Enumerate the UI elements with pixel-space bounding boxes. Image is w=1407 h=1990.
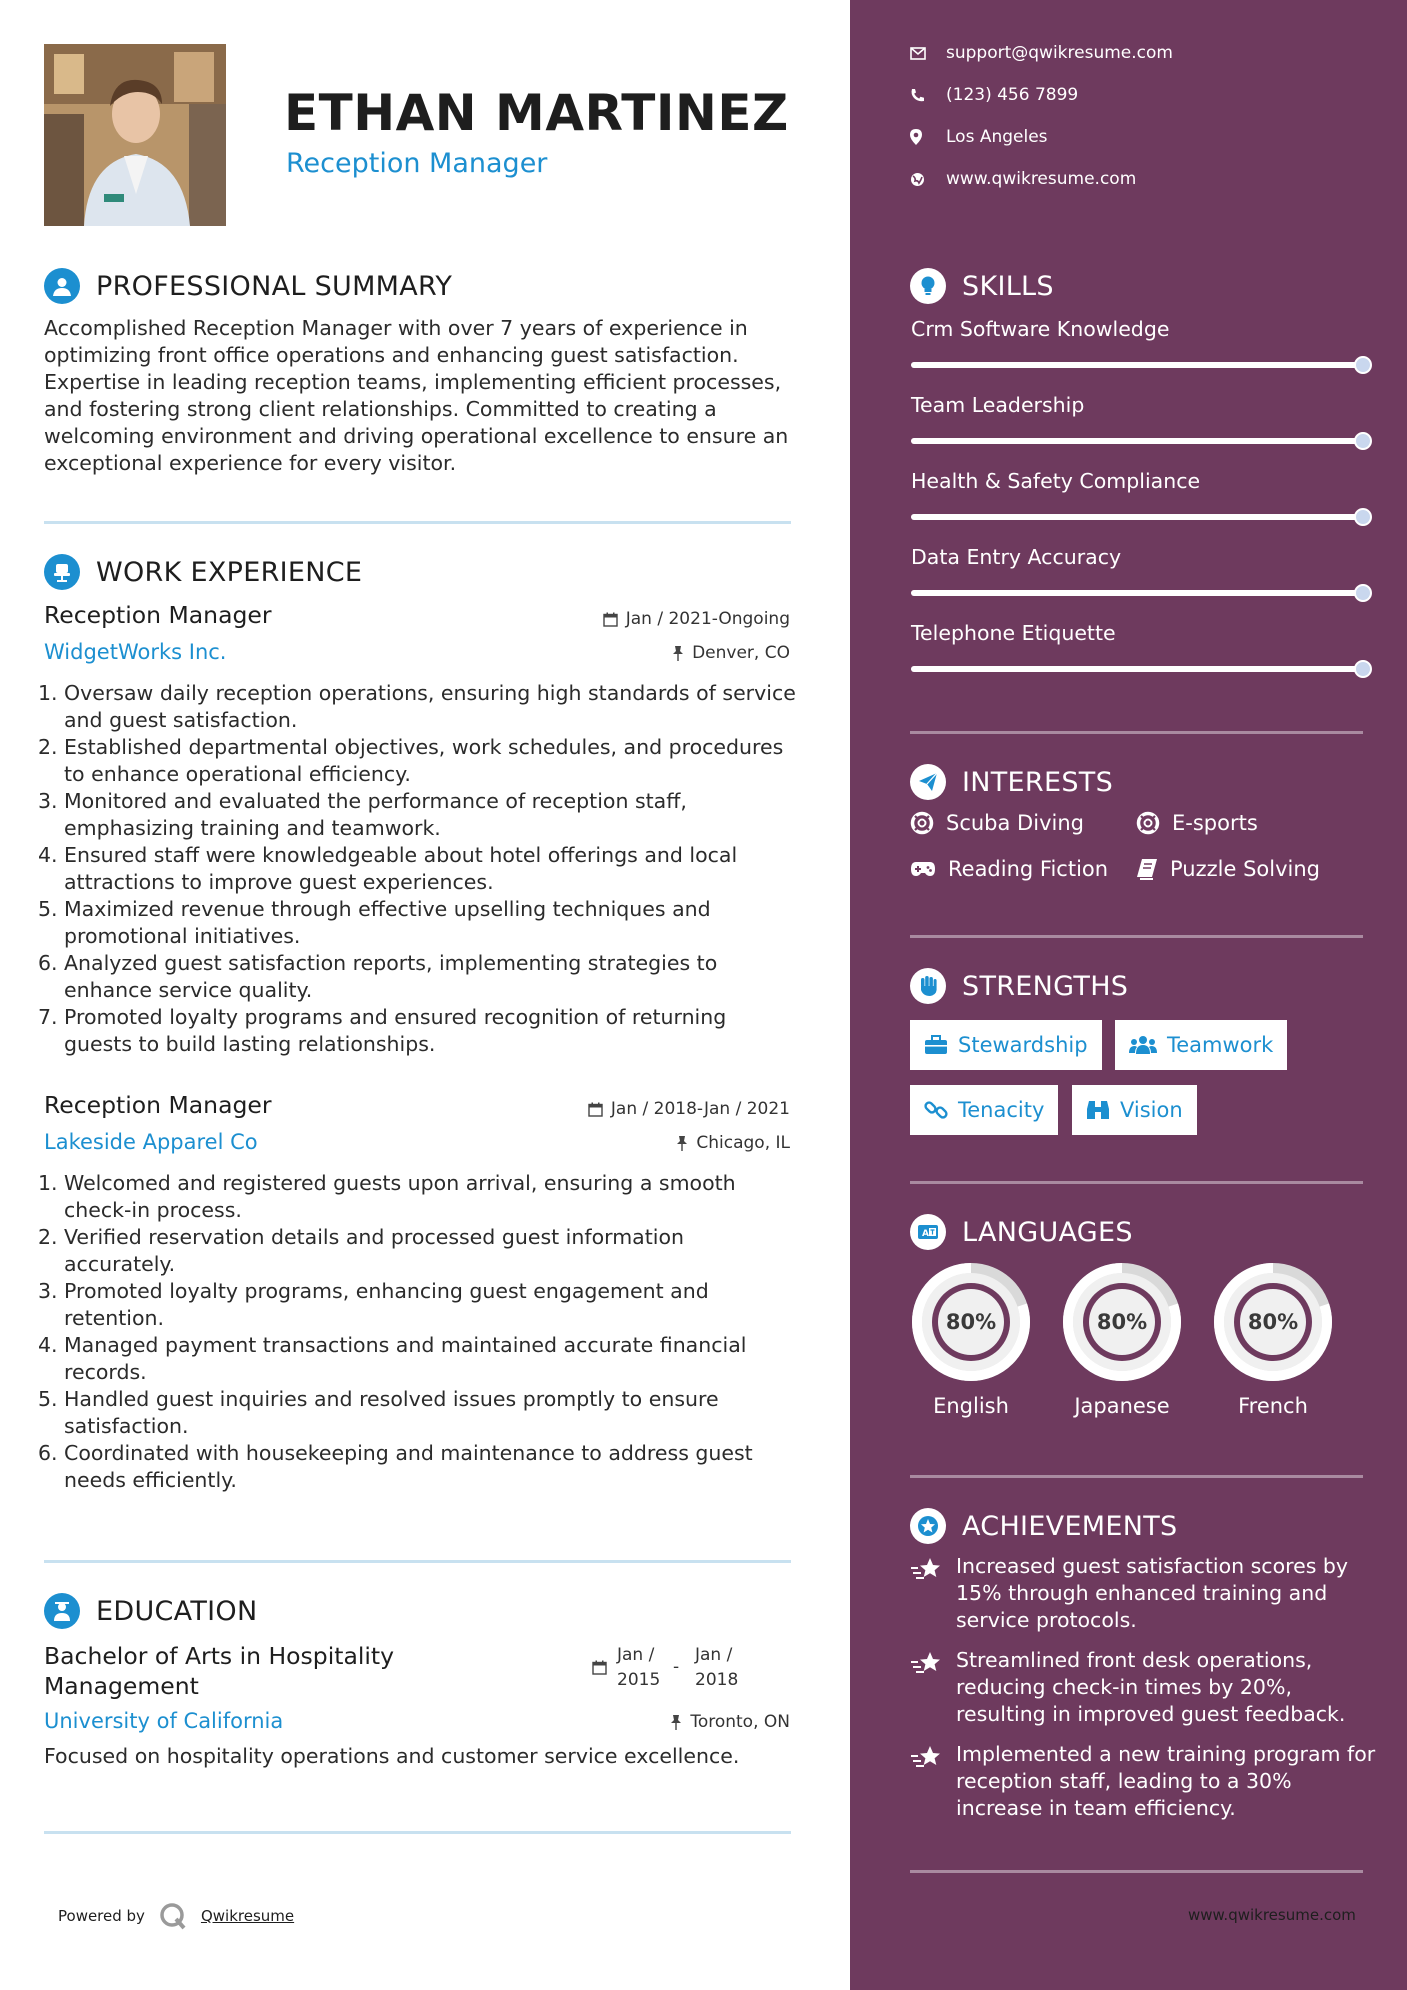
interest-item — [1136, 811, 1258, 835]
qwikresume-link[interactable]: Qwikresume — [200, 1907, 295, 1925]
contact-phone[interactable] — [910, 85, 1078, 105]
section-divider — [910, 935, 1363, 938]
calendar-icon — [592, 1660, 607, 1675]
interest-item — [910, 811, 1084, 835]
envelope-icon — [910, 47, 926, 60]
education-heading — [44, 1592, 257, 1630]
section-divider — [910, 731, 1363, 734]
interest-label: Reading Fiction — [948, 857, 1109, 881]
skill-bar-knob — [1354, 660, 1372, 678]
powered-by-label: Powered by — [58, 1907, 145, 1925]
strength-tag — [910, 1085, 1058, 1135]
job-bullets — [38, 1170, 798, 1494]
pin-icon — [672, 645, 684, 661]
skills-title: SKILLS — [962, 270, 1054, 302]
job-location-text: Chicago, IL — [696, 1133, 790, 1153]
section-divider — [910, 1870, 1363, 1873]
language-name: English — [933, 1394, 1009, 1418]
summary-text: Accomplished Reception Manager with over 7 years of experience in optimizing front office operations and enhancing guest satisfaction. Expertise in leading reception teams, implementing efficient processes, and fostering strong client relationships. Committed to creating a welcoming environment and driving operational excellence to ensure an exceptional experience for every visitor. — [44, 316, 789, 475]
skill-bar-fill — [911, 666, 1363, 672]
list-item: 1. Oversaw daily reception operations, ensuring high standards of service and guest satisfaction. — [38, 681, 796, 732]
language-name: French — [1238, 1394, 1308, 1418]
candidate-title: Reception Manager — [286, 148, 548, 179]
achievement-item — [910, 1741, 1380, 1822]
skill-name: Telephone Etiquette — [911, 621, 1116, 645]
language-name: Japanese — [1074, 1394, 1170, 1418]
skill-bar — [911, 666, 1363, 672]
company-name: WidgetWorks Inc. — [44, 640, 227, 664]
degree-name: Bachelor of Arts in Hospitality Management — [44, 1642, 395, 1700]
achievement-item — [910, 1553, 1380, 1634]
job-dates — [588, 1099, 790, 1119]
skill-bar-fill — [911, 362, 1363, 368]
list-item: 2. Verified reservation details and processed guest information accurately. — [38, 1225, 684, 1276]
education-dates: Jan / 2015 - Jan / 2018 — [592, 1643, 751, 1693]
skill-name: Crm Software Knowledge — [911, 317, 1170, 341]
job-dates-text: Jan / 2018-Jan / 2021 — [610, 1099, 790, 1119]
section-divider — [44, 521, 791, 524]
skill-bar — [911, 438, 1363, 444]
skill-name: Team Leadership — [911, 393, 1085, 417]
education-description: Focused on hospitality operations and customer service excellence. — [44, 1744, 740, 1768]
list-item: 1. Welcomed and registered guests upon arrival, ensuring a smooth check-in process. — [38, 1171, 736, 1222]
svg-text:A: A — [922, 1229, 929, 1239]
job-title: Reception Manager — [44, 601, 272, 629]
list-item: 7. Promoted loyalty programs and ensured recognition of returning guests to build lasting relationships. — [38, 1005, 727, 1056]
language-item — [1060, 1260, 1184, 1418]
powered-by — [58, 1902, 294, 1930]
skill-bar — [911, 362, 1363, 368]
school-name: University of California — [44, 1709, 284, 1733]
summary-heading — [44, 267, 452, 305]
achievement-text: Implemented a new training program for reception staff, leading to a 30% increase in team efficiency. — [956, 1742, 1376, 1820]
phone-text: (123) 456 7899 — [946, 85, 1079, 105]
skill-bar — [911, 590, 1363, 596]
gamepad-icon — [910, 860, 936, 878]
pin-icon — [670, 1714, 682, 1730]
list-item: 5. Handled guest inquiries and resolved issues promptly to ensure satisfaction. — [38, 1387, 719, 1438]
achievements-title: ACHIEVEMENTS — [962, 1510, 1178, 1542]
skill-name: Data Entry Accuracy — [911, 545, 1122, 569]
interest-label: Scuba Diving — [946, 811, 1084, 835]
graduate-icon — [44, 1593, 80, 1629]
users-icon — [1129, 1035, 1157, 1055]
star-badge-icon — [910, 1508, 946, 1544]
strength-label: Teamwork — [1167, 1033, 1274, 1057]
job-location-text: Denver, CO — [692, 643, 790, 663]
list-item: 6. Coordinated with housekeeping and maintenance to address guest needs efficiently. — [38, 1441, 753, 1492]
book-icon — [1136, 858, 1158, 880]
interest-label: E-sports — [1172, 811, 1258, 835]
pin-icon — [676, 1135, 688, 1151]
strength-tag — [1115, 1020, 1287, 1070]
interests-title: INTERESTS — [962, 766, 1114, 798]
strength-label: Stewardship — [958, 1033, 1088, 1057]
language-percent: 80% — [1096, 1310, 1148, 1334]
skills-heading — [910, 267, 1054, 305]
job-dates — [603, 609, 790, 629]
strength-label: Vision — [1120, 1098, 1183, 1122]
section-divider — [910, 1475, 1363, 1478]
profile-photo — [44, 44, 226, 226]
chair-icon — [44, 554, 80, 590]
achievement-item — [910, 1647, 1380, 1728]
lightbulb-icon — [910, 268, 946, 304]
section-divider — [44, 1831, 791, 1834]
list-item: 4. Managed payment transactions and maintained accurate financial records. — [38, 1333, 747, 1384]
section-divider — [44, 1560, 791, 1563]
link-icon — [924, 1098, 948, 1122]
job-title: Reception Manager — [44, 1091, 272, 1119]
contact-location — [910, 127, 1048, 147]
globe-icon — [910, 172, 925, 187]
skill-bar-knob — [1354, 584, 1372, 602]
achievements-heading — [910, 1507, 1178, 1545]
education-title: EDUCATION — [96, 1595, 258, 1627]
lifebuoy-icon — [1136, 811, 1160, 835]
list-item: 3. Monitored and evaluated the performance of reception staff, emphasizing training and teamwork. — [38, 789, 687, 840]
company-name: Lakeside Apparel Co — [44, 1130, 258, 1154]
briefcase-icon — [924, 1035, 948, 1055]
job-dates-text: Jan / 2021-Ongoing — [625, 609, 790, 629]
website-text: www.qwikresume.com — [946, 169, 1137, 189]
qwikresume-logo-icon — [159, 1902, 187, 1930]
list-item: 4. Ensured staff were knowledgeable about hotel offerings and local attractions to improve guest experiences. — [38, 843, 738, 894]
user-icon — [44, 268, 80, 304]
experience-heading — [44, 553, 362, 591]
experience-title: WORK EXPERIENCE — [96, 556, 363, 588]
skill-bar-fill — [911, 590, 1363, 596]
strength-tag — [910, 1020, 1102, 1070]
skill-name: Health & Safety Compliance — [911, 469, 1201, 493]
strength-tag — [1072, 1085, 1197, 1135]
language-percent: 80% — [1247, 1310, 1299, 1334]
interest-item — [910, 857, 1108, 881]
education-location — [670, 1712, 790, 1732]
skill-bar-fill — [911, 514, 1363, 520]
sidebar — [850, 0, 1407, 1990]
calendar-icon — [588, 1102, 603, 1117]
shooting-star-icon — [910, 1647, 956, 1728]
interest-item — [1136, 857, 1320, 881]
achievement-text: Increased guest satisfaction scores by 15% through enhanced training and service protocols. — [956, 1554, 1349, 1632]
education-start-date: Jan / 2015 — [617, 1645, 661, 1690]
strength-label: Tenacity — [958, 1098, 1045, 1122]
education-location-text: Toronto, ON — [690, 1712, 790, 1732]
shooting-star-icon — [910, 1741, 956, 1822]
skill-bar-knob — [1354, 356, 1372, 374]
language-item — [1211, 1260, 1335, 1418]
calendar-icon — [603, 612, 618, 627]
skill-bar-knob — [1354, 432, 1372, 450]
email-text: support@qwikresume.com — [946, 43, 1173, 63]
skill-bar-knob — [1354, 508, 1372, 526]
languages-heading — [910, 1213, 1133, 1251]
list-item: 3. Promoted loyalty programs, enhancing guest engagement and retention. — [38, 1279, 709, 1330]
interest-label: Puzzle Solving — [1170, 857, 1320, 881]
list-item: 5. Maximized revenue through effective upselling techniques and promotional initiatives. — [38, 897, 711, 948]
education-end-date: Jan / 2018 — [695, 1645, 739, 1690]
job-location — [676, 1133, 790, 1153]
translate-icon — [910, 1214, 946, 1250]
list-item: 6. Analyzed guest satisfaction reports, implementing strategies to enhance service quality. — [38, 951, 718, 1002]
languages-title: LANGUAGES — [962, 1216, 1133, 1248]
language-item — [909, 1260, 1033, 1418]
contact-email[interactable] — [910, 43, 1173, 63]
job-bullets — [38, 680, 798, 1058]
section-divider — [910, 1181, 1363, 1184]
summary-title: PROFESSIONAL SUMMARY — [96, 270, 453, 302]
candidate-name: ETHAN MARTINEZ — [284, 84, 789, 142]
skill-bar-fill — [911, 438, 1363, 444]
fist-icon — [910, 968, 946, 1004]
footer-website[interactable]: www.qwikresume.com — [1188, 1906, 1356, 1924]
contact-website[interactable] — [910, 169, 1136, 189]
map-marker-icon — [910, 129, 922, 145]
lifebuoy-icon — [910, 811, 934, 835]
strengths-heading — [910, 967, 1128, 1005]
language-percent: 80% — [945, 1310, 997, 1334]
skill-bar — [911, 514, 1363, 520]
location-text: Los Angeles — [946, 127, 1048, 147]
list-item: 2. Established departmental objectives, work schedules, and procedures to enhance operational efficiency. — [38, 735, 784, 786]
phone-icon — [910, 88, 925, 103]
job-location — [672, 643, 790, 663]
strengths-title: STRENGTHS — [962, 970, 1129, 1002]
shooting-star-icon — [910, 1553, 956, 1634]
paper-plane-icon — [910, 764, 946, 800]
binoculars-icon — [1086, 1099, 1110, 1121]
achievement-text: Streamlined front desk operations, reducing check-in times by 20%, resulting in improved guest feedback. — [956, 1648, 1346, 1726]
interests-heading — [910, 763, 1113, 801]
